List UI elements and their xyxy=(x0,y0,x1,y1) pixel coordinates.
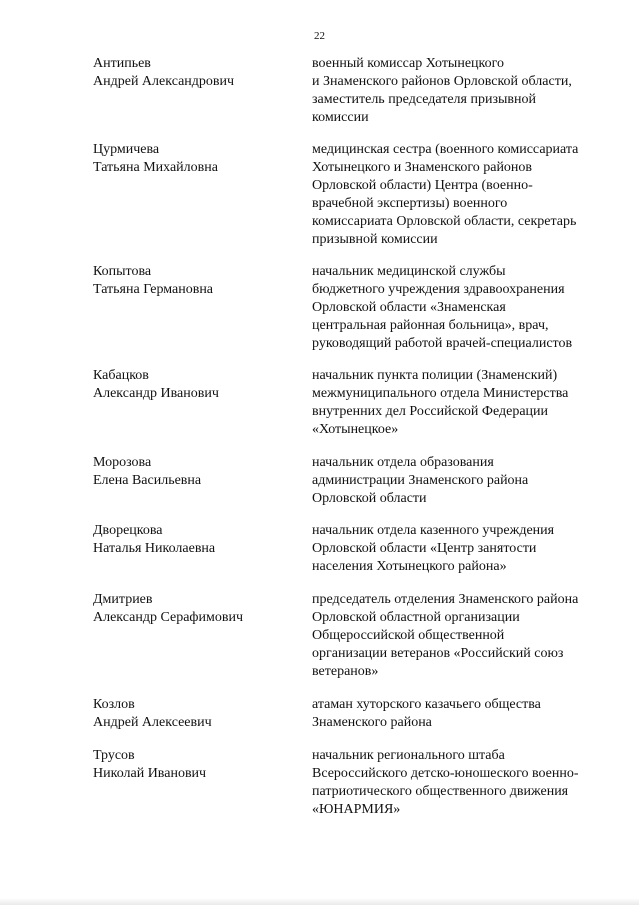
position-line: патриотического общественного движения xyxy=(312,784,569,799)
position-line: Общероссийской общественной xyxy=(312,628,505,643)
member-given-names: Николай Иванович xyxy=(93,766,207,781)
member-name xyxy=(93,367,293,403)
member-surname: Кабацков xyxy=(93,368,149,383)
member-name xyxy=(93,591,293,627)
position-line: бюджетного учреждения здравоохранения xyxy=(312,282,565,297)
member-position xyxy=(312,263,612,353)
member-given-names: Татьяна Германовна xyxy=(93,282,214,297)
member-given-names: Елена Васильевна xyxy=(93,473,202,488)
position-line: внутренних дел Российской Федерации xyxy=(312,404,549,419)
member-position xyxy=(312,367,612,439)
member-position xyxy=(312,55,612,127)
member-surname: Цурмичева xyxy=(93,142,160,157)
page-number: 22 xyxy=(314,30,325,42)
position-line: начальник регионального штаба xyxy=(312,748,505,763)
position-line: начальник медицинской службы xyxy=(312,264,506,279)
position-line: межмуниципального отдела Министерства xyxy=(312,386,569,401)
position-line: Орловской области xyxy=(312,491,427,506)
member-name xyxy=(93,141,293,177)
member-name xyxy=(93,263,293,299)
member-name xyxy=(93,696,293,732)
member-name xyxy=(93,747,293,783)
position-line: комиссариата Орловской области, секретарь xyxy=(312,214,577,229)
member-surname: Дворецкова xyxy=(93,523,163,538)
member-surname: Дмитриев xyxy=(93,592,153,607)
position-line: и Знаменского районов Орловской области, xyxy=(312,74,572,89)
position-line: Орловской области) Центра (военно- xyxy=(312,178,533,193)
member-position xyxy=(312,696,612,732)
member-position xyxy=(312,591,612,681)
member-position xyxy=(312,522,612,576)
position-line: начальник пункта полиции (Знаменский) xyxy=(312,368,558,383)
position-line: призывной комиссии xyxy=(312,232,438,247)
member-name xyxy=(93,522,293,558)
position-line: Знаменского района xyxy=(312,715,432,730)
position-line: атаман хуторского казачьего общества xyxy=(312,697,541,712)
position-line: заместитель председателя призывной xyxy=(312,92,536,107)
position-line: врачебной экспертизы) военного xyxy=(312,196,508,211)
position-line: военный комиссар Хотынецкого xyxy=(312,56,505,71)
member-surname: Антипьев xyxy=(93,56,151,71)
position-line: «ЮНАРМИЯ» xyxy=(312,802,401,817)
member-given-names: Татьяна Михайловна xyxy=(93,160,218,175)
position-line: Всероссийского детско-юношеского военно- xyxy=(312,766,579,781)
member-position xyxy=(312,454,612,508)
member-surname: Козлов xyxy=(93,697,135,712)
position-line: начальник отдела образования xyxy=(312,455,494,470)
position-line: начальник отдела казенного учреждения xyxy=(312,523,555,538)
position-line: Орловской областной организации xyxy=(312,610,520,625)
position-line: Орловской области «Знаменская xyxy=(312,300,506,315)
position-line: организации ветеранов «Российский союз xyxy=(312,646,564,661)
position-line: населения Хотынецкого района» xyxy=(312,559,507,574)
member-surname: Морозова xyxy=(93,455,152,470)
member-name xyxy=(93,454,293,490)
member-given-names: Андрей Александрович xyxy=(93,74,235,89)
position-line: администрации Знаменского района xyxy=(312,473,529,488)
member-surname: Копытова xyxy=(93,264,152,279)
member-given-names: Андрей Алексеевич xyxy=(93,715,212,730)
member-position xyxy=(312,747,612,819)
position-line: Орловской области «Центр занятости xyxy=(312,541,537,556)
position-line: Хотынецкого и Знаменского районов xyxy=(312,160,533,175)
position-line: ветеранов» xyxy=(312,664,379,679)
member-surname: Трусов xyxy=(93,748,135,763)
position-line: председатель отделения Знаменского района xyxy=(312,592,579,607)
member-given-names: Александр Серафимович xyxy=(93,610,243,625)
position-line: комиссии xyxy=(312,110,369,125)
member-name xyxy=(93,55,293,91)
scan-edge xyxy=(0,898,639,905)
position-line: медицинская сестра (военного комиссариата xyxy=(312,142,579,157)
position-line: «Хотынецкое» xyxy=(312,422,399,437)
member-position xyxy=(312,141,612,249)
member-given-names: Наталья Николаевна xyxy=(93,541,216,556)
member-given-names: Александр Иванович xyxy=(93,386,219,401)
position-line: центральная районная больница», врач, xyxy=(312,318,549,333)
position-line: руководящий работой врачей-специалистов xyxy=(312,336,573,351)
